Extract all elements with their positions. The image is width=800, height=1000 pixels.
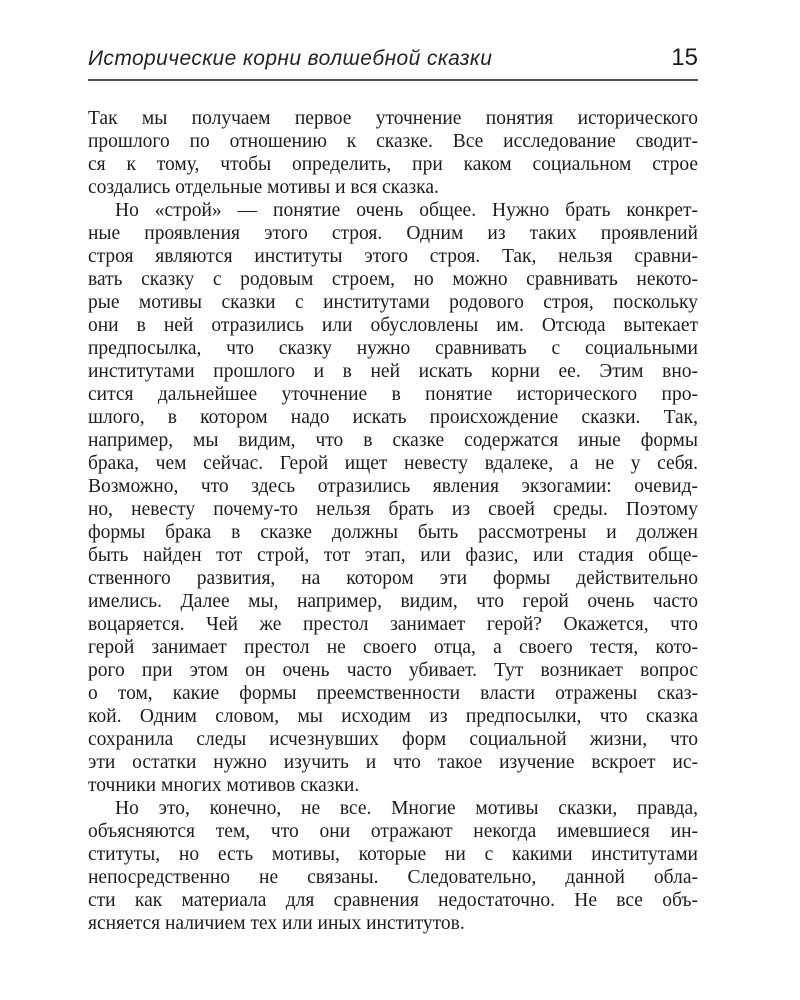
text-line: но, невесту почему-то нельзя брать из своей среды. Поэтому [88, 499, 698, 520]
text-line: например, мы видим, что в сказке содержатся иные формы [88, 430, 698, 451]
paragraph [88, 199, 698, 797]
text-line: ся к тому, чтобы определить, при каком социальном строе [88, 154, 698, 175]
page-content [88, 44, 698, 935]
text-line: точники многих мотивов сказки. [88, 775, 360, 796]
text-line: имелись. Далее мы, например, видим, что герой очень часто [88, 591, 698, 612]
text-line: герой занимает престол не своего отца, а своего тестя, кото- [88, 637, 698, 658]
text-line: строя являются институты этого строя. Так, нельзя сравни- [88, 246, 698, 267]
paragraph [88, 107, 698, 199]
text-line: ные проявления этого строя. Одним из таких проявлений [88, 223, 698, 244]
text-line: ясняется наличием тех или иных институтов. [88, 913, 465, 934]
text-line: рые мотивы сказки с институтами родового строя, поскольку [88, 292, 698, 313]
paragraph [88, 797, 698, 935]
text-line: объясняются тем, что они отражают некогда имевшиеся ин- [88, 821, 698, 842]
text-line: институтами прошлого и в ней искать корни ее. Этим вно- [88, 361, 698, 382]
text-line: вать сказку с родовым строем, но можно сравнивать некото- [88, 269, 698, 290]
text-line: Но «строй» — понятие очень общее. Нужно брать конкрет- [115, 200, 698, 221]
text-line: эти остатки нужно изучить и что такое изучение вскроет ис- [88, 752, 698, 773]
text-line: воцаряется. Чей же престол занимает герой? Окажется, что [88, 614, 698, 635]
running-header-title: Исторические корни волшебной сказки [88, 47, 493, 70]
text-line: предпосылка, что сказку нужно сравнивать с социальными [88, 338, 698, 359]
text-line: Но это, конечно, не все. Многие мотивы сказки, правда, [115, 798, 698, 819]
text-line: ституты, но есть мотивы, которые ни с какими институтами [88, 844, 698, 865]
page-text [88, 107, 698, 935]
text-line: быть найден тот строй, тот этап, или фазис, или стадия обще- [88, 545, 698, 566]
text-line: ственного развития, на котором эти формы действительно [88, 568, 698, 589]
text-line: кой. Одним словом, мы исходим из предпосылки, что сказка [88, 706, 698, 727]
text-line: Так мы получаем первое уточнение понятия исторического [88, 108, 698, 129]
text-line: сти как материала для сравнения недостаточно. Не все объ- [88, 890, 698, 911]
text-line: создались отдельные мотивы и вся сказка. [88, 177, 439, 198]
text-line: брака, чем сейчас. Герой ищет невесту вдалеке, а не у себя. [88, 453, 698, 474]
text-line: прошлого по отношению к сказке. Все исследование сводит- [88, 131, 698, 152]
text-line: Возможно, что здесь отразились явления экзогамии: очевид- [88, 476, 698, 497]
page-number: 15 [671, 44, 698, 71]
text-line: рого при этом он очень часто убивает. Тут возникает вопрос [88, 660, 698, 681]
running-header [88, 44, 698, 81]
text-line: непосредственно не связаны. Следовательно, данной обла- [88, 867, 698, 888]
text-line: они в ней отразились или обусловлены им. Отсюда вытекает [88, 315, 698, 336]
text-line: формы брака в сказке должны быть рассмотрены и должен [88, 522, 698, 543]
text-line: шлого, в котором надо искать происхождение сказки. Так, [88, 407, 698, 428]
text-line: сохранила следы исчезнувших форм социальной жизни, что [88, 729, 698, 750]
text-line: сится дальнейшее уточнение в понятие исторического про- [88, 384, 698, 405]
text-line: о том, какие формы преемственности власти отражены сказ- [88, 683, 698, 704]
